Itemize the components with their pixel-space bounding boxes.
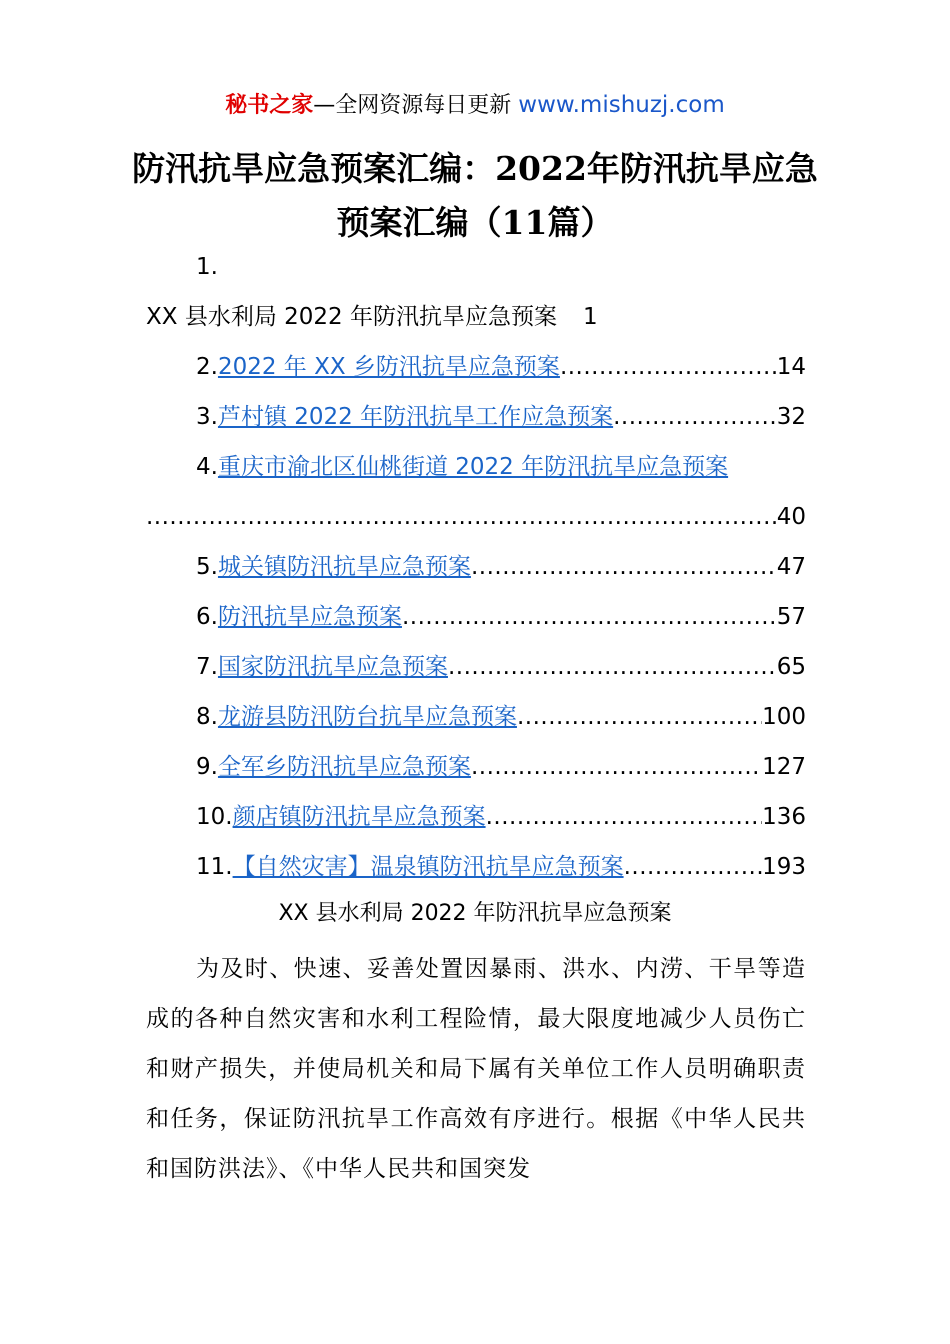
toc-item-link[interactable]: 城关镇防汛抗旱应急预案 [217, 554, 471, 580]
toc-leader-dots [448, 646, 777, 688]
toc-item[interactable] [146, 546, 806, 596]
toc-leader-dots [471, 546, 777, 588]
toc-item[interactable] [146, 796, 806, 846]
toc-item-page: 193 [762, 854, 806, 880]
toc-item-page: 40 [776, 504, 806, 530]
toc-item[interactable] [146, 746, 806, 796]
toc-item-link[interactable]: 芦村镇 2022 年防汛抗旱工作应急预案 [217, 404, 614, 430]
toc-item[interactable] [146, 596, 806, 646]
body-text [146, 944, 806, 1194]
toc-item-1-page: 1 [582, 304, 598, 330]
toc-leader-dots [624, 846, 763, 888]
toc-item[interactable] [146, 346, 806, 396]
toc-item[interactable] [146, 696, 806, 746]
toc-item-page: 32 [776, 404, 806, 430]
document-title: 防汛抗旱应急预案汇编：2022年防汛抗旱应急预案汇编（11篇） [132, 149, 818, 242]
toc-item-continuation [146, 496, 806, 546]
toc-item[interactable] [146, 446, 806, 496]
brand-name: 秘书之家 [225, 93, 314, 118]
toc-leader-dots [613, 396, 777, 438]
toc-item-number: 8. [196, 704, 218, 730]
site-header [0, 88, 950, 123]
toc-item-link[interactable]: 【自然灾害】温泉镇防汛抗旱应急预案 [232, 854, 624, 880]
site-link[interactable]: www.mishuzj.com [518, 92, 725, 118]
toc-item-number: 7. [196, 654, 218, 680]
toc-item-number: 6. [196, 604, 218, 630]
toc-item-number: 9. [196, 754, 218, 780]
toc-item[interactable] [146, 396, 806, 446]
toc-leader-dots [560, 346, 777, 388]
toc-item-page: 65 [776, 654, 806, 680]
toc-leader-dots [146, 496, 777, 538]
toc-item-page: 57 [776, 604, 806, 630]
toc-item-1-number: 1. [196, 254, 218, 280]
toc-item-link[interactable]: 国家防汛抗旱应急预案 [217, 654, 448, 680]
toc-item-1-title: XX 县水利局 2022 年防汛抗旱应急预案 [146, 304, 557, 330]
toc-item[interactable] [146, 846, 806, 896]
toc-item-page: 136 [762, 804, 806, 830]
toc-leader-dots [486, 796, 763, 838]
toc-item-link[interactable]: 龙游县防汛防台抗旱应急预案 [217, 704, 517, 730]
toc-item-link[interactable]: 颜店镇防汛抗旱应急预案 [232, 804, 486, 830]
site-slogan: —全网资源每日更新 [313, 93, 512, 118]
toc-item-number: 3. [196, 404, 218, 430]
toc-item-number: 4. [196, 454, 218, 480]
toc-item-link[interactable]: 重庆市渝北区仙桃街道 2022 年防汛抗旱应急预案 [217, 454, 729, 480]
section-title: XX 县水利局 2022 年防汛抗旱应急预案 [278, 901, 672, 926]
body-paragraph: 为及时、快速、妥善处置因暴雨、洪水、内涝、干旱等造成的各种自然灾害和水利工程险情，最大限度地减少人员伤亡和财产损失，并使局机关和局下属有关单位工作人员明确职责和任务，保证防汛抗旱工作高效有序进行。根据《中华人民共和国防洪法》、《中华人民共和国突发 [146, 956, 806, 1182]
toc-item-page: 14 [776, 354, 806, 380]
toc-item-number: 10. [196, 804, 233, 830]
toc-leader-dots [471, 746, 762, 788]
toc-leader-dots [517, 696, 762, 738]
toc-item-number: 11. [196, 854, 233, 880]
toc-item-link[interactable]: 全军乡防汛抗旱应急预案 [217, 754, 471, 780]
toc-item-1 [146, 296, 806, 346]
toc-item-page: 100 [762, 704, 806, 730]
toc-item-link[interactable]: 防汛抗旱应急预案 [217, 604, 402, 630]
toc-item-page: 127 [762, 754, 806, 780]
toc-leader-dots [402, 596, 777, 638]
toc-item-number: 2. [196, 354, 218, 380]
toc-item[interactable] [146, 646, 806, 696]
table-of-contents [146, 246, 806, 896]
toc-item-number: 5. [196, 554, 218, 580]
toc-item-page: 47 [776, 554, 806, 580]
toc-item-link[interactable]: 2022 年 XX 乡防汛抗旱应急预案 [217, 354, 560, 380]
